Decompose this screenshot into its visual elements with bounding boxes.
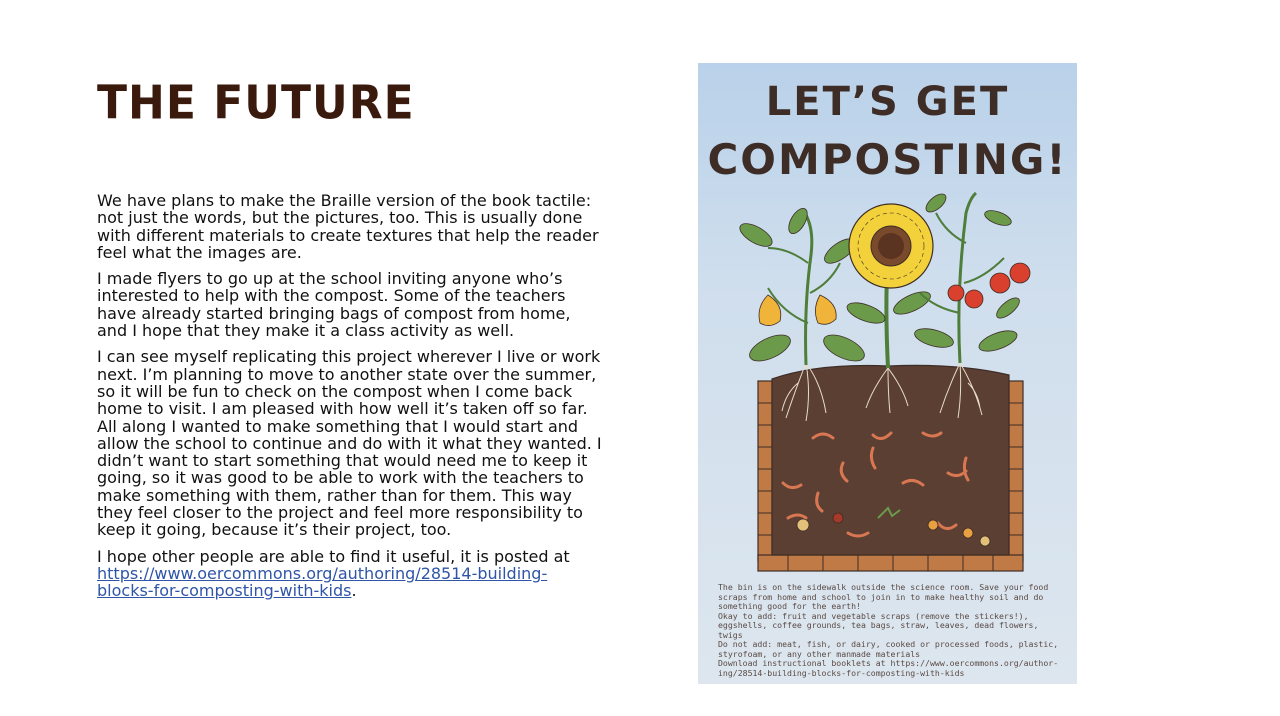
oercommons-link[interactable]: https://www.oercommons.org/authoring/28514-building-blocks-for-composting-with-kids [97, 563, 548, 601]
poster-title-line2: COMPOSTING! [707, 135, 1068, 184]
paragraph-replicating: I can see myself replicating this project wherever I live or work next. I’m planning to move to another state over the summer, so it will be fun to check on the compost when I come back home to visit. I am pleased with how well it’s taken off so far. All along I wanted to make something that I would start and allow the school to continue and do with it what they wanted. I didn’t want to start something that would need me to keep it going, so it was good to be able to work with the teachers to make something with them, rather than for them. This way they feel closer to the project and feel more responsibility to keep it going, because it’s their project, too. [97, 347, 602, 540]
poster-info [718, 583, 1063, 678]
sunflower-plant [844, 204, 933, 368]
poster-info-line2: Okay to add: fruit and vegetable scraps (remove the stickers!), eggshells, coffee grounds, tea bags, straw, leaves, dead flowers, twigs [718, 610, 1039, 640]
paragraph-flyers: I made flyers to go up at the school inviting anyone who’s interested to help with the compost. Some of the teachers have already started bringing bags of compost from home, and I hope that they make it a class activity as well. [97, 269, 571, 341]
brick-floor [758, 555, 1023, 571]
pepper-plant [736, 205, 868, 366]
poster-info-line3: Do not add: meat, fish, or dairy, cooked or processed foods, plastic, styrofoam, or any other manmade materials [718, 639, 1059, 659]
body-text [97, 192, 602, 609]
link-prefix: I hope other people are able to find it useful, it is posted at [97, 546, 570, 566]
poster-info-line4: Download instructional booklets at https://www.oercommons.org/author-ing/28514-building-blocks-for-composting-with-kids [718, 658, 1059, 678]
tomato-plant [913, 191, 1030, 363]
poster-info-line1: The bin is on the sidewalk outside the science room. Save your food scraps from home and school to join in to make healthy soil and do something good for the earth! [718, 582, 1049, 611]
brick-wall-right [1009, 381, 1023, 561]
link-suffix: . [351, 581, 357, 601]
poster-title-line1: LET’S GET [765, 79, 1010, 125]
slide-title: THE FUTURE [97, 76, 415, 131]
composting-poster [698, 63, 1077, 684]
paragraph-link [97, 548, 602, 600]
paragraph-braille: We have plans to make the Braille version of the book tactile: not just the words, but the pictures, too. This is usually done with different materials to create textures that help the reader feel what the images are. [97, 191, 599, 262]
brick-wall-left [758, 381, 772, 561]
